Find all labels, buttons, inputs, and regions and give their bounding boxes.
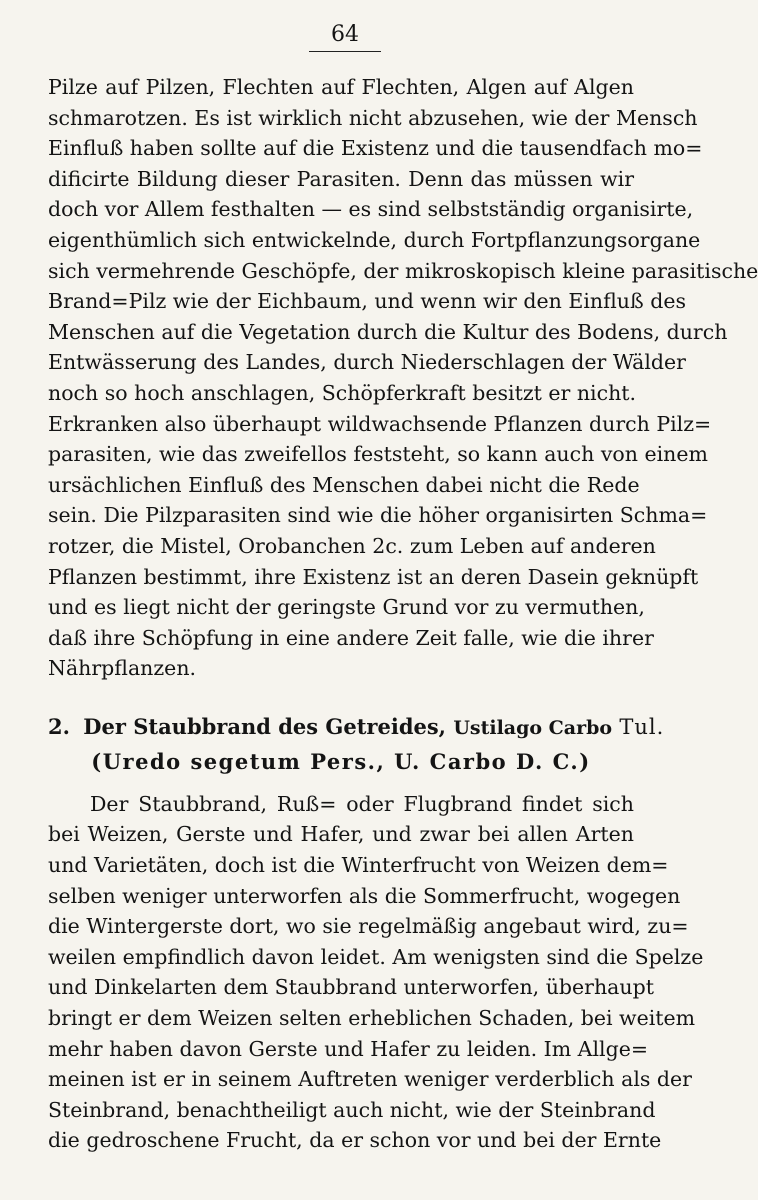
text-line: mehr haben davon Gerste und Hafer zu leiden. Im Allge= xyxy=(48,1036,649,1061)
section-number: 2. xyxy=(48,713,70,739)
text-line: Pflanzen bestimmt, ihre Existenz ist an deren Dasein geknüpft xyxy=(48,564,699,589)
text-line: Der Staubbrand, Ruß= oder Flugbrand findet sich xyxy=(90,791,634,816)
text-line: Menschen auf die Vegetation durch die Kultur des Bodens, durch xyxy=(48,319,728,344)
page-number: 64 xyxy=(309,22,381,52)
text-line: doch vor Allem festhalten — es sind selbstständig organisirte, xyxy=(48,197,694,222)
text-line: die Wintergerste dort, wo sie regelmäßig angebaut wird, zu= xyxy=(48,914,689,939)
text-line: noch so hoch anschlagen, Schöpferkraft besitzt er nicht. xyxy=(48,380,637,405)
paragraph-1 xyxy=(48,72,758,684)
text-line: sich vermehrende Geschöpfe, der mikroskopisch kleine parasitische xyxy=(48,258,758,283)
text-line: meinen ist er in seinem Auftreten weniger verderblich als der xyxy=(48,1067,692,1092)
text-line: schmarotzen. Es ist wirklich nicht abzusehen, wie der Mensch xyxy=(48,105,698,130)
section-heading xyxy=(48,710,665,779)
text-line: weilen empfindlich davon leidet. Am wenigsten sind die Spelze xyxy=(48,944,704,969)
text-line: Erkranken also überhaupt wildwachsende Pflanzen durch Pilz= xyxy=(48,411,712,436)
paragraph-2 xyxy=(48,789,704,1156)
text-line: und Dinkelarten dem Staubbrand unterworfen, überhaupt xyxy=(48,975,654,1000)
section-title-line xyxy=(48,710,665,745)
text-line: Steinbrand, benachtheiligt auch nicht, wie der Steinbrand xyxy=(48,1097,656,1122)
text-line: Nährpflanzen. xyxy=(48,656,197,681)
text-line: und Varietäten, doch ist die Winterfrucht von Weizen dem= xyxy=(48,853,669,878)
text-line: die gedroschene Frucht, da er schon vor und bei der Ernte xyxy=(48,1128,662,1153)
text-line: parasiten, wie das zweifellos feststeht, so kann auch von einem xyxy=(48,442,708,467)
text-line: und es liegt nicht der geringste Grund vor zu vermuthen, xyxy=(48,595,645,620)
page-header xyxy=(48,22,634,52)
text-line: dificirte Bildung dieser Parasiten. Denn das müssen wir xyxy=(48,166,634,191)
text-line: Pilze auf Pilzen, Flechten auf Flechten, Algen auf Algen xyxy=(48,75,634,99)
text-line: daß ihre Schöpfung in eine andere Zeit falle, wie die ihrer xyxy=(48,625,654,650)
text-line: Entwässerung des Landes, durch Niederschlagen der Wälder xyxy=(48,350,686,375)
text-line: Einfluß haben sollte auf die Existenz und die tausendfach mo= xyxy=(48,136,703,161)
section-synonym: (Uredo segetum Pers., U. Carbo D. C.) xyxy=(91,748,591,774)
text-line: bei Weizen, Gerste und Hafer, und zwar bei allen Arten xyxy=(48,822,634,847)
text-line: sein. Die Pilzparasiten sind wie die höher organisirten Schma= xyxy=(48,503,708,528)
text-line: ursächlichen Einfluß des Menschen dabei nicht die Rede xyxy=(48,472,640,497)
section-latin-name: Ustilago Carbo xyxy=(453,716,613,739)
section-title: Der Staubbrand des Getreides, xyxy=(83,713,446,739)
text-line: eigenthümlich sich entwickelnde, durch Fortpflanzungsorgane xyxy=(48,227,701,252)
section-author: Tul. xyxy=(619,714,665,739)
text-line: rotzer, die Mistel, Orobanchen 2c. zum Leben auf anderen xyxy=(48,533,656,558)
text-line: Brand=Pilz wie der Eichbaum, und wenn wir den Einfluß des xyxy=(48,289,686,314)
text-line: selben weniger unterworfen als die Sommerfrucht, wogegen xyxy=(48,883,681,908)
text-line: bringt er dem Weizen selten erheblichen Schaden, bei weitem xyxy=(48,1006,696,1031)
